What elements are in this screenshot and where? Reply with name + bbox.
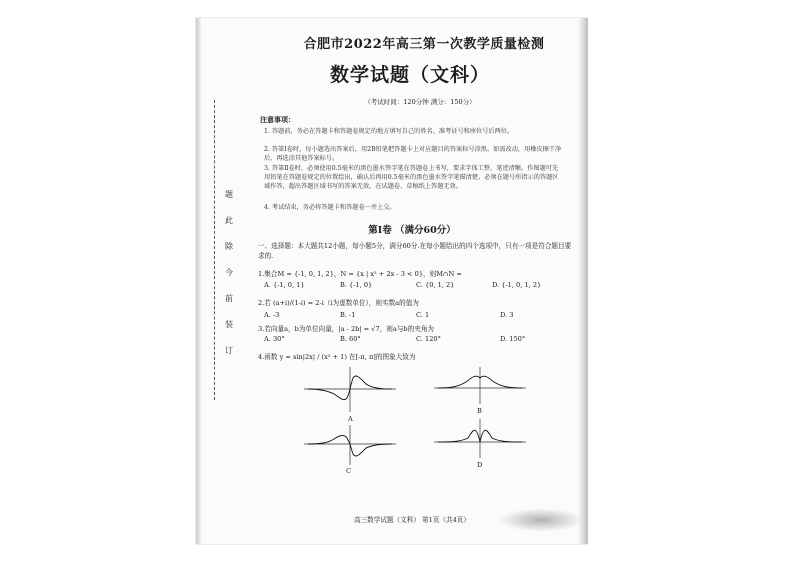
question-4-graph-c <box>300 422 400 467</box>
notice-item: 2. 答第Ⅰ卷时，每小题选出答案后，用2B铅笔把答题卡上对应题目的答案标号涂黑。如需改动，用橡皮擦干净后，再选涂其他答案标号。 <box>264 146 562 162</box>
question-1-option-a: A. {-1, 0, 1} <box>264 281 305 289</box>
question-3-option-d: D. 150° <box>500 335 526 343</box>
scan-smudge <box>498 508 584 532</box>
graph-b-label: B <box>477 407 482 415</box>
exam-time-info: （考试时间：120分钟 满分：150分） <box>364 98 476 106</box>
page-footer: 高三数学试题（文科） 第1页（共4页） <box>354 516 470 524</box>
part-title: 第Ⅰ卷 （满分60分） <box>368 225 456 236</box>
exam-title: 合肥市2022年高三第一次教学质量检测 <box>303 37 545 52</box>
question-3-option-b: B. 60° <box>340 335 361 343</box>
question-4-graph-d <box>430 416 530 460</box>
scan-shadow-left <box>196 18 202 544</box>
question-1-option-b: B. {-1, 0} <box>340 281 373 289</box>
question-4-graph-b <box>430 364 530 406</box>
question-4-stem: 4.函数 y = sin|2x| / (x² + 1) 在[-π, π]的图象大致为 <box>258 353 416 361</box>
question-2-option-b: B. -1 <box>340 311 356 319</box>
question-4-graph-a <box>300 364 400 414</box>
notice-item: 1. 答题前，务必在答题卡和答题卷规定的地方填写自己的姓名、准考证号和座位号后两位。 <box>264 128 514 135</box>
section-instructions: 一、选择题：本大题共12小题，每小题5分，满分60分.在每小题给出的四个选项中，只有一项是符合题目要求的. <box>258 242 572 260</box>
binding-margin-text: 题 此 除 今 前 装 订 <box>225 190 233 355</box>
notice-item: 4. 考试结束，务必将答题卡和答题卷一并上交。 <box>264 204 396 211</box>
question-1-option-c: C. {0, 1, 2} <box>416 281 455 289</box>
question-1-option-d: D. {-1, 0, 1, 2} <box>492 281 542 289</box>
notice-heading: 注意事项： <box>260 115 295 124</box>
question-1-stem: 1.集合M = {-1, 0, 1, 2}，N = {x | x² + 2x - 3 < 0}，则M∩N = <box>258 270 462 278</box>
graph-a-label: A <box>348 415 353 423</box>
question-2-option-a: A. -3 <box>264 311 280 319</box>
question-3-option-a: A. 30° <box>264 335 285 343</box>
question-3-option-c: C. 120° <box>416 335 441 343</box>
scan-shadow-right <box>578 18 588 544</box>
notice-item: 3. 答第Ⅱ卷时，必须使用0.5毫米的黑色墨水签字笔在答题卷上书写，要求字体工整、笔迹清晰。作图题可先用铅笔在答题卷规定的位置绘出，确认后再用0.5毫米的黑色墨水签字笔描清楚。必须在题号所指示的答题区域作答，超出答题区域书写的答案无效，在试题卷、草稿纸上答题无效。 <box>264 165 559 190</box>
graph-d-label: D <box>477 461 483 469</box>
binding-line <box>214 100 215 400</box>
question-2-option-d: D. 3 <box>500 311 514 319</box>
graph-c-label: C <box>346 467 352 475</box>
question-3-stem: 3.若向量a，b为单位向量，|a - 2b| = √7，则a与b的夹角为 <box>258 325 435 333</box>
subject-title: 数学试题（文科） <box>330 64 491 86</box>
question-2-option-c: C. 1 <box>416 311 430 319</box>
question-2-stem: 2.若 (a+i)/(1-i) = 2-i（i为虚数单位），则实数a的值为 <box>258 299 419 307</box>
